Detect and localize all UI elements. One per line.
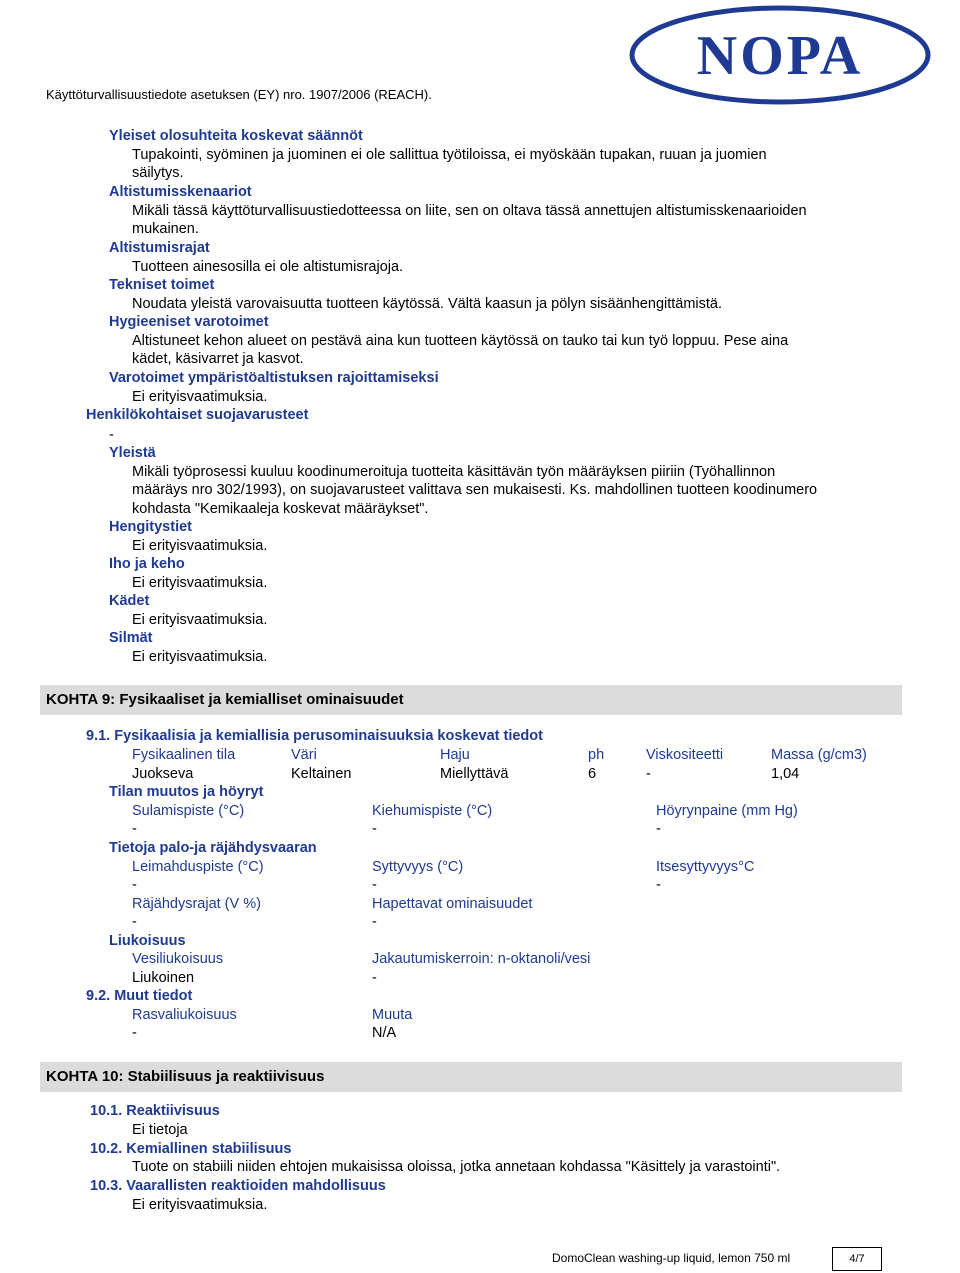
- hands-text: Ei erityisvaatimuksia.: [132, 612, 268, 628]
- technical-measures-text: Noudata yleistä varovaisuutta tuotteen käytössä. Vältä kaasun ja pölyn sisäänhengittämistä.: [132, 296, 723, 312]
- ppe-heading: Henkilökohtaiset suojavarusteet: [86, 407, 309, 423]
- exposure-limits-heading: Altistumisrajat: [109, 240, 210, 256]
- eyes-heading: Silmät: [109, 630, 153, 646]
- ppe-general-text-1: Mikäli työprosessi kuuluu koodinumeroituja tuotteita käsittävän työn määräyksen piiriin (Työhallinnon: [132, 464, 776, 480]
- exposure-scenarios-heading: Altistumisskenaariot: [109, 184, 252, 200]
- vapor-pressure-value: -: [656, 821, 661, 837]
- regulation-header: Käyttöturvallisuustiedote asetuksen (EY) nro. 1907/2006 (REACH).: [46, 87, 432, 102]
- respiratory-heading: Hengitystiet: [109, 519, 192, 535]
- state-change-heading: Tilan muutos ja höyryt: [109, 784, 264, 800]
- logo-text: NOPA: [696, 25, 864, 87]
- col-physical-state: Fysikaalinen tila: [132, 747, 236, 763]
- val-physical-state: Juokseva: [132, 766, 194, 782]
- col-odor: Haju: [440, 747, 470, 763]
- oxidizing-label: Hapettavat ominaisuudet: [372, 896, 533, 912]
- solubility-heading: Liukoisuus: [109, 933, 186, 949]
- exposure-scenarios-text-1: Mikäli tässä käyttöturvallisuustiedotteessa on liite, sen on oltava tässä annettujen altistumisskenaarioiden: [132, 203, 807, 219]
- autoignition-value: -: [656, 877, 661, 893]
- val-odor: Miellyttävä: [440, 766, 509, 782]
- skin-text: Ei erityisvaatimuksia.: [132, 575, 268, 591]
- other-value: N/A: [372, 1025, 397, 1041]
- vapor-pressure-label: Höyrynpaine (mm Hg): [656, 803, 798, 819]
- environmental-text: Ei erityisvaatimuksia.: [132, 389, 268, 405]
- explosion-limits-label: Räjähdysrajat (V %): [132, 896, 261, 912]
- melting-point-value: -: [132, 821, 137, 837]
- flash-point-value: -: [132, 877, 137, 893]
- col-color: Väri: [291, 747, 317, 763]
- general-conditions-text-1: Tupakointi, syöminen ja juominen ei ole sallittua työtiloissa, ei myöskään tupakan, ruuan ja juomien: [132, 147, 767, 163]
- general-conditions-text-2: säilytys.: [132, 165, 184, 181]
- val-color: Keltainen: [291, 766, 352, 782]
- val-density: 1,04: [771, 766, 800, 782]
- ppe-general-heading: Yleistä: [109, 445, 156, 461]
- melting-point-label: Sulamispiste (°C): [132, 803, 245, 819]
- autoignition-label: Itsesyttyvyys°C: [656, 859, 755, 875]
- col-ph: ph: [588, 747, 605, 763]
- col-viscosity: Viskositeetti: [646, 747, 724, 763]
- eyes-text: Ei erityisvaatimuksia.: [132, 649, 268, 665]
- fat-solubility-label: Rasvaliukoisuus: [132, 1007, 237, 1023]
- boiling-point-value: -: [372, 821, 377, 837]
- hygiene-heading: Hygieeniset varotoimet: [109, 314, 269, 330]
- fat-solubility-value: -: [132, 1025, 137, 1041]
- partition-value: -: [372, 970, 377, 986]
- section-10-3-heading: 10.3. Vaarallisten reaktioiden mahdollisuus: [90, 1178, 386, 1194]
- exposure-limits-text: Tuotteen ainesosilla ei ole altistumisrajoja.: [132, 259, 404, 275]
- flash-point-label: Leimahduspiste (°C): [132, 859, 264, 875]
- ppe-general-text-2: määräys nro 302/1993), on suojavarusteet valittava sen mukaisesti. Ks. mahdollinen tuotteen koodinumero: [132, 482, 818, 498]
- ppe-dash: -: [109, 427, 114, 443]
- hygiene-text-2: kädet, käsivarret ja kasvot.: [132, 351, 304, 367]
- boiling-point-label: Kiehumispiste (°C): [372, 803, 493, 819]
- explosion-limits-value: -: [132, 914, 137, 930]
- val-ph: 6: [588, 766, 597, 782]
- val-viscosity: -: [646, 766, 651, 782]
- skin-heading: Iho ja keho: [109, 556, 185, 572]
- water-solubility-label: Vesiliukoisuus: [132, 951, 224, 967]
- section-9-bar: KOHTA 9: Fysikaaliset ja kemialliset ominaisuudet: [40, 685, 902, 715]
- flammability-label: Syttyvyys (°C): [372, 859, 464, 875]
- general-conditions-heading: Yleiset olosuhteita koskevat säännöt: [109, 128, 363, 144]
- page-number: 4/7: [832, 1247, 882, 1271]
- section-9-2-heading: 9.2. Muut tiedot: [86, 988, 193, 1004]
- section-10-bar: KOHTA 10: Stabiilisuus ja reaktiivisuus: [40, 1062, 902, 1092]
- environmental-heading: Varotoimet ympäristöaltistuksen rajoittamiseksi: [109, 370, 439, 386]
- flammability-value: -: [372, 877, 377, 893]
- section-10-3-text: Ei erityisvaatimuksia.: [132, 1197, 268, 1213]
- fire-heading: Tietoja palo-ja räjähdysvaaran: [109, 840, 317, 856]
- col-density: Massa (g/cm3): [771, 747, 867, 763]
- section-10-2-text: Tuote on stabiili niiden ehtojen mukaisissa oloissa, jotka annetaan kohdassa "Käsittely ja varastointi".: [132, 1159, 781, 1175]
- section-10-1-heading: 10.1. Reaktiivisuus: [90, 1103, 220, 1119]
- hands-heading: Kädet: [109, 593, 150, 609]
- respiratory-text: Ei erityisvaatimuksia.: [132, 538, 268, 554]
- nopa-logo: [628, 4, 932, 106]
- section-9-1-heading: 9.1. Fysikaalisia ja kemiallisia perusominaisuuksia koskevat tiedot: [86, 728, 543, 744]
- footer-product-name: DomoClean washing-up liquid, lemon 750 ml: [552, 1251, 791, 1265]
- partition-label: Jakautumiskerroin: n-oktanoli/vesi: [372, 951, 591, 967]
- technical-measures-heading: Tekniset toimet: [109, 277, 215, 293]
- ppe-general-text-3: kohdasta "Kemikaaleja koskevat määräykset".: [132, 501, 429, 517]
- other-label: Muuta: [372, 1007, 413, 1023]
- exposure-scenarios-text-2: mukainen.: [132, 221, 199, 237]
- oxidizing-value: -: [372, 914, 377, 930]
- water-solubility-value: Liukoinen: [132, 970, 195, 986]
- section-10-1-text: Ei tietoja: [132, 1122, 188, 1138]
- hygiene-text-1: Altistuneet kehon alueet on pestävä aina kun tuotteen käytössä on tauko tai kun työ loppuu. Pese aina: [132, 333, 789, 349]
- section-10-2-heading: 10.2. Kemiallinen stabiilisuus: [90, 1141, 292, 1157]
